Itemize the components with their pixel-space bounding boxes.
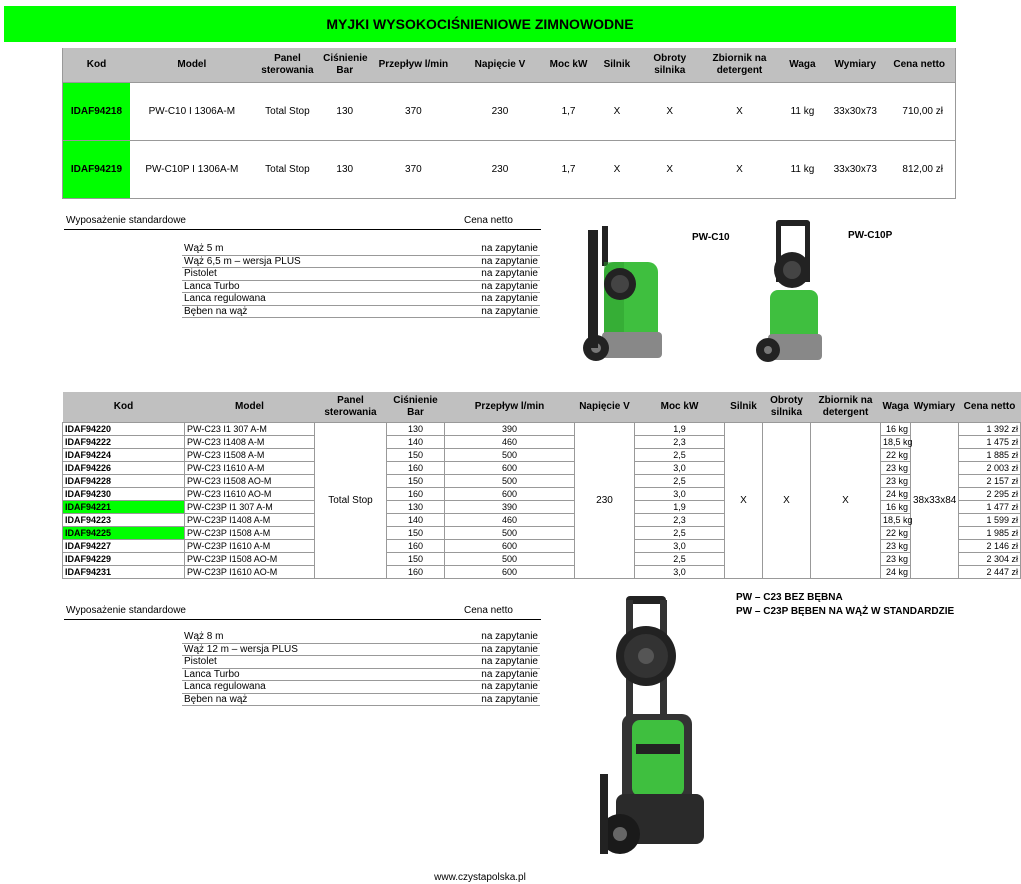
table-cell: PW-C23P I1 307 A-M bbox=[185, 501, 315, 514]
col-header: Zbiornik na detergent bbox=[701, 48, 777, 82]
table-cell: Wąż 12 m – wersja PLUS bbox=[182, 643, 432, 656]
table-cell: PW-C23 I1508 A-M bbox=[185, 449, 315, 462]
table-cell: 1 599 zł bbox=[959, 514, 1021, 527]
table-cell: PW-C10 I 1306A-M bbox=[130, 82, 254, 140]
col-header: Silnik bbox=[596, 48, 639, 82]
page-title bbox=[4, 6, 956, 42]
table-cell: IDAF94223 bbox=[63, 514, 185, 527]
table-cell: 1 985 zł bbox=[959, 527, 1021, 540]
table-cell: 600 bbox=[445, 540, 575, 553]
table-cell: na zapytanie bbox=[432, 643, 540, 656]
table-cell: PW-C23P I1508 AO-M bbox=[185, 553, 315, 566]
table-cell: 22 kg bbox=[881, 527, 911, 540]
table-cell: IDAF94229 bbox=[63, 553, 185, 566]
col-header: Ciśnienie Bar bbox=[321, 48, 368, 82]
list-item bbox=[182, 668, 540, 681]
col-header: Przepływ l/min bbox=[445, 392, 575, 423]
footer-url[interactable]: www.czystapolska.pl bbox=[434, 872, 526, 883]
list-item bbox=[182, 255, 540, 268]
table-cell: 3,0 bbox=[635, 540, 725, 553]
list-item bbox=[182, 681, 540, 694]
table-cell: 11 kg bbox=[778, 82, 827, 140]
equipment-price-heading: Cena netto bbox=[464, 215, 513, 226]
table-cell: 230 bbox=[458, 140, 541, 198]
table-cell: PW-C23P I1610 AO-M bbox=[185, 566, 315, 579]
col-header: Przepływ l/min bbox=[368, 48, 458, 82]
table-cell: 130 bbox=[387, 423, 445, 436]
table-cell: 1 392 zł bbox=[959, 423, 1021, 436]
table-cell: 150 bbox=[387, 475, 445, 488]
table-cell: 230 bbox=[575, 423, 635, 579]
table-cell: 2,3 bbox=[635, 514, 725, 527]
table-cell: PW-C23 I1610 A-M bbox=[185, 462, 315, 475]
table-cell: 130 bbox=[321, 140, 368, 198]
equipment-list-c23 bbox=[182, 631, 540, 706]
col-header: Zbiornik na detergent bbox=[811, 392, 881, 423]
table-row bbox=[63, 140, 956, 198]
table-cell: Lanca Turbo bbox=[182, 280, 432, 293]
table-cell: 2 003 zł bbox=[959, 462, 1021, 475]
table-cell: 390 bbox=[445, 423, 575, 436]
table-cell: Wąż 6,5 m – wersja PLUS bbox=[182, 255, 432, 268]
table-cell: 2 447 zł bbox=[959, 566, 1021, 579]
list-item bbox=[182, 693, 540, 706]
col-header: Moc kW bbox=[542, 48, 596, 82]
table-cell: 1,9 bbox=[635, 501, 725, 514]
table-cell: 160 bbox=[387, 566, 445, 579]
list-item bbox=[182, 631, 540, 643]
product-label-pw-c10p: PW-C10P bbox=[848, 230, 893, 241]
table-cell: 1 477 zł bbox=[959, 501, 1021, 514]
table-cell: 24 kg bbox=[881, 566, 911, 579]
table-cell: 3,0 bbox=[635, 488, 725, 501]
table-cell: na zapytanie bbox=[432, 255, 540, 268]
table-cell: 2 157 zł bbox=[959, 475, 1021, 488]
col-header: Moc kW bbox=[635, 392, 725, 423]
col-header: Kod bbox=[63, 392, 185, 423]
table-cell: 370 bbox=[368, 82, 458, 140]
table-cell: 130 bbox=[387, 501, 445, 514]
table-cell: na zapytanie bbox=[432, 681, 540, 694]
table-cell: 1,9 bbox=[635, 423, 725, 436]
divider bbox=[64, 229, 541, 230]
table-cell: Bęben na wąż bbox=[182, 305, 432, 318]
equipment-heading: Wyposażenie standardowe bbox=[66, 215, 186, 226]
table-cell: 500 bbox=[445, 449, 575, 462]
col-header: Panel sterowania bbox=[315, 392, 387, 423]
table-cell: IDAF94227 bbox=[63, 540, 185, 553]
product-label-pw-c10: PW-C10 bbox=[692, 232, 730, 243]
table-cell: Total Stop bbox=[254, 140, 321, 198]
table-cell: 23 kg bbox=[881, 553, 911, 566]
col-header: Wymiary bbox=[911, 392, 959, 423]
list-item bbox=[182, 643, 540, 656]
table-cell: Pistolet bbox=[182, 268, 432, 281]
table-cell: Lanca regulowana bbox=[182, 293, 432, 306]
table-cell: 33x30x73 bbox=[827, 140, 883, 198]
table-cell: 38x33x84 bbox=[911, 423, 959, 579]
list-item bbox=[182, 280, 540, 293]
col-header: Obroty silnika bbox=[763, 392, 811, 423]
table-cell: 3,0 bbox=[635, 462, 725, 475]
table-pw-c23 bbox=[62, 392, 1021, 579]
table-pw-c10 bbox=[62, 48, 956, 199]
table-cell: IDAF94218 bbox=[63, 82, 130, 140]
table-cell: 16 kg bbox=[881, 423, 911, 436]
col-header: Ciśnienie Bar bbox=[387, 392, 445, 423]
table-cell: Total Stop bbox=[315, 423, 387, 579]
table-row bbox=[63, 423, 1021, 436]
table-cell: X bbox=[763, 423, 811, 579]
table-cell: IDAF94230 bbox=[63, 488, 185, 501]
table-cell: 500 bbox=[445, 475, 575, 488]
table-cell: 2 304 zł bbox=[959, 553, 1021, 566]
table-cell: 2,5 bbox=[635, 449, 725, 462]
pressure-washer-pw-c10-image bbox=[580, 222, 670, 368]
table-cell: 1 885 zł bbox=[959, 449, 1021, 462]
table-cell: 140 bbox=[387, 436, 445, 449]
list-item bbox=[182, 656, 540, 669]
table-cell: 2,5 bbox=[635, 527, 725, 540]
table-cell: IDAF94222 bbox=[63, 436, 185, 449]
table-cell: IDAF94219 bbox=[63, 140, 130, 198]
table-cell: 2 146 zł bbox=[959, 540, 1021, 553]
col-header: Cena netto bbox=[959, 392, 1021, 423]
table-cell: X bbox=[596, 82, 639, 140]
table-cell: 1,7 bbox=[542, 82, 596, 140]
table-cell: 812,00 zł bbox=[883, 140, 955, 198]
table-cell: PW-C23P I1408 A-M bbox=[185, 514, 315, 527]
col-header: Cena netto bbox=[883, 48, 955, 82]
table-cell: 600 bbox=[445, 462, 575, 475]
table-cell: 600 bbox=[445, 488, 575, 501]
table-cell: PW-C23P I1508 A-M bbox=[185, 527, 315, 540]
equipment-list-c10 bbox=[182, 243, 540, 318]
equipment-price-heading: Cena netto bbox=[464, 605, 513, 616]
table-cell: na zapytanie bbox=[432, 243, 540, 255]
table-cell: 2,5 bbox=[635, 553, 725, 566]
col-header: Napięcie V bbox=[458, 48, 541, 82]
table-cell: 2 295 zł bbox=[959, 488, 1021, 501]
table-cell: IDAF94221 bbox=[63, 501, 185, 514]
table-cell: 140 bbox=[387, 514, 445, 527]
table-cell: 160 bbox=[387, 540, 445, 553]
table-cell: Lanca regulowana bbox=[182, 681, 432, 694]
table-cell: na zapytanie bbox=[432, 668, 540, 681]
table-cell: IDAF94225 bbox=[63, 527, 185, 540]
table-cell: 33x30x73 bbox=[827, 82, 883, 140]
pressure-washer-pw-c23-image bbox=[596, 594, 716, 866]
col-header: Obroty silnika bbox=[638, 48, 701, 82]
table-cell: 460 bbox=[445, 514, 575, 527]
col-header: Waga bbox=[881, 392, 911, 423]
table-cell: Wąż 5 m bbox=[182, 243, 432, 255]
table-cell: 500 bbox=[445, 527, 575, 540]
table-cell: na zapytanie bbox=[432, 305, 540, 318]
table-cell: na zapytanie bbox=[432, 693, 540, 706]
table-cell: PW-C23 I1508 AO-M bbox=[185, 475, 315, 488]
col-header: Model bbox=[130, 48, 254, 82]
col-header: Silnik bbox=[725, 392, 763, 423]
table-cell: 390 bbox=[445, 501, 575, 514]
list-item bbox=[182, 243, 540, 255]
table-cell: IDAF94224 bbox=[63, 449, 185, 462]
table-row bbox=[63, 82, 956, 140]
table-cell: PW-C23 I1610 AO-M bbox=[185, 488, 315, 501]
equipment-heading: Wyposażenie standardowe bbox=[66, 605, 186, 616]
col-header: Wymiary bbox=[827, 48, 883, 82]
table-cell: na zapytanie bbox=[432, 268, 540, 281]
table-cell: 23 kg bbox=[881, 462, 911, 475]
table-cell: PW-C23P I1610 A-M bbox=[185, 540, 315, 553]
table-cell: 230 bbox=[458, 82, 541, 140]
table-cell: IDAF94231 bbox=[63, 566, 185, 579]
col-header: Panel sterowania bbox=[254, 48, 321, 82]
table-cell: Wąż 8 m bbox=[182, 631, 432, 643]
table-cell: IDAF94226 bbox=[63, 462, 185, 475]
page-title-text: MYJKI WYSOKOCIŚNIENIOWE ZIMNOWODNE bbox=[326, 16, 634, 32]
table-cell: IDAF94228 bbox=[63, 475, 185, 488]
list-item bbox=[182, 293, 540, 306]
note-c23p: PW – C23P BĘBEN NA WĄŻ W STANDARDZIE bbox=[736, 606, 955, 617]
table-cell: 23 kg bbox=[881, 475, 911, 488]
table-cell: X bbox=[638, 140, 701, 198]
table-cell: 24 kg bbox=[881, 488, 911, 501]
table-cell: Pistolet bbox=[182, 656, 432, 669]
col-header: Waga bbox=[778, 48, 827, 82]
table-cell: 2,3 bbox=[635, 436, 725, 449]
table-cell: na zapytanie bbox=[432, 293, 540, 306]
table-cell: 3,0 bbox=[635, 566, 725, 579]
table-cell: Bęben na wąż bbox=[182, 693, 432, 706]
table-cell: 460 bbox=[445, 436, 575, 449]
list-item bbox=[182, 305, 540, 318]
note-c23: PW – C23 BEZ BĘBNA bbox=[736, 592, 843, 603]
table-cell: Total Stop bbox=[254, 82, 321, 140]
table-cell: 22 kg bbox=[881, 449, 911, 462]
table-cell: PW-C10P I 1306A-M bbox=[130, 140, 254, 198]
table-cell: X bbox=[701, 140, 777, 198]
table-cell: X bbox=[701, 82, 777, 140]
table-cell: 500 bbox=[445, 553, 575, 566]
table-cell: 16 kg bbox=[881, 501, 911, 514]
pressure-washer-pw-c10p-image bbox=[754, 218, 826, 368]
col-header: Kod bbox=[63, 48, 130, 82]
table-cell: 370 bbox=[368, 140, 458, 198]
col-header: Napięcie V bbox=[575, 392, 635, 423]
table-cell: 23 kg bbox=[881, 540, 911, 553]
table-cell: 160 bbox=[387, 488, 445, 501]
table-cell: 150 bbox=[387, 449, 445, 462]
table-cell: na zapytanie bbox=[432, 631, 540, 643]
table-cell: Lanca Turbo bbox=[182, 668, 432, 681]
table-cell: 710,00 zł bbox=[883, 82, 955, 140]
table-cell: 1 475 zł bbox=[959, 436, 1021, 449]
list-item bbox=[182, 268, 540, 281]
table-cell: 600 bbox=[445, 566, 575, 579]
table-cell: X bbox=[638, 82, 701, 140]
table-cell: na zapytanie bbox=[432, 280, 540, 293]
table-cell: 18,5 kg bbox=[881, 514, 911, 527]
table-cell: 150 bbox=[387, 553, 445, 566]
table-cell: X bbox=[596, 140, 639, 198]
table-cell: 11 kg bbox=[778, 140, 827, 198]
table-cell: 160 bbox=[387, 462, 445, 475]
table-cell: X bbox=[811, 423, 881, 579]
table-cell: X bbox=[725, 423, 763, 579]
table-cell: PW-C23 I1408 A-M bbox=[185, 436, 315, 449]
divider bbox=[64, 619, 541, 620]
table-cell: IDAF94220 bbox=[63, 423, 185, 436]
table-header-row bbox=[63, 48, 956, 82]
table-cell: 2,5 bbox=[635, 475, 725, 488]
table-cell: na zapytanie bbox=[432, 656, 540, 669]
table-header-row bbox=[63, 392, 1021, 423]
table-cell: 1,7 bbox=[542, 140, 596, 198]
table-cell: 150 bbox=[387, 527, 445, 540]
col-header: Model bbox=[185, 392, 315, 423]
table-cell: 130 bbox=[321, 82, 368, 140]
table-cell: 18,5 kg bbox=[881, 436, 911, 449]
table-cell: PW-C23 I1 307 A-M bbox=[185, 423, 315, 436]
